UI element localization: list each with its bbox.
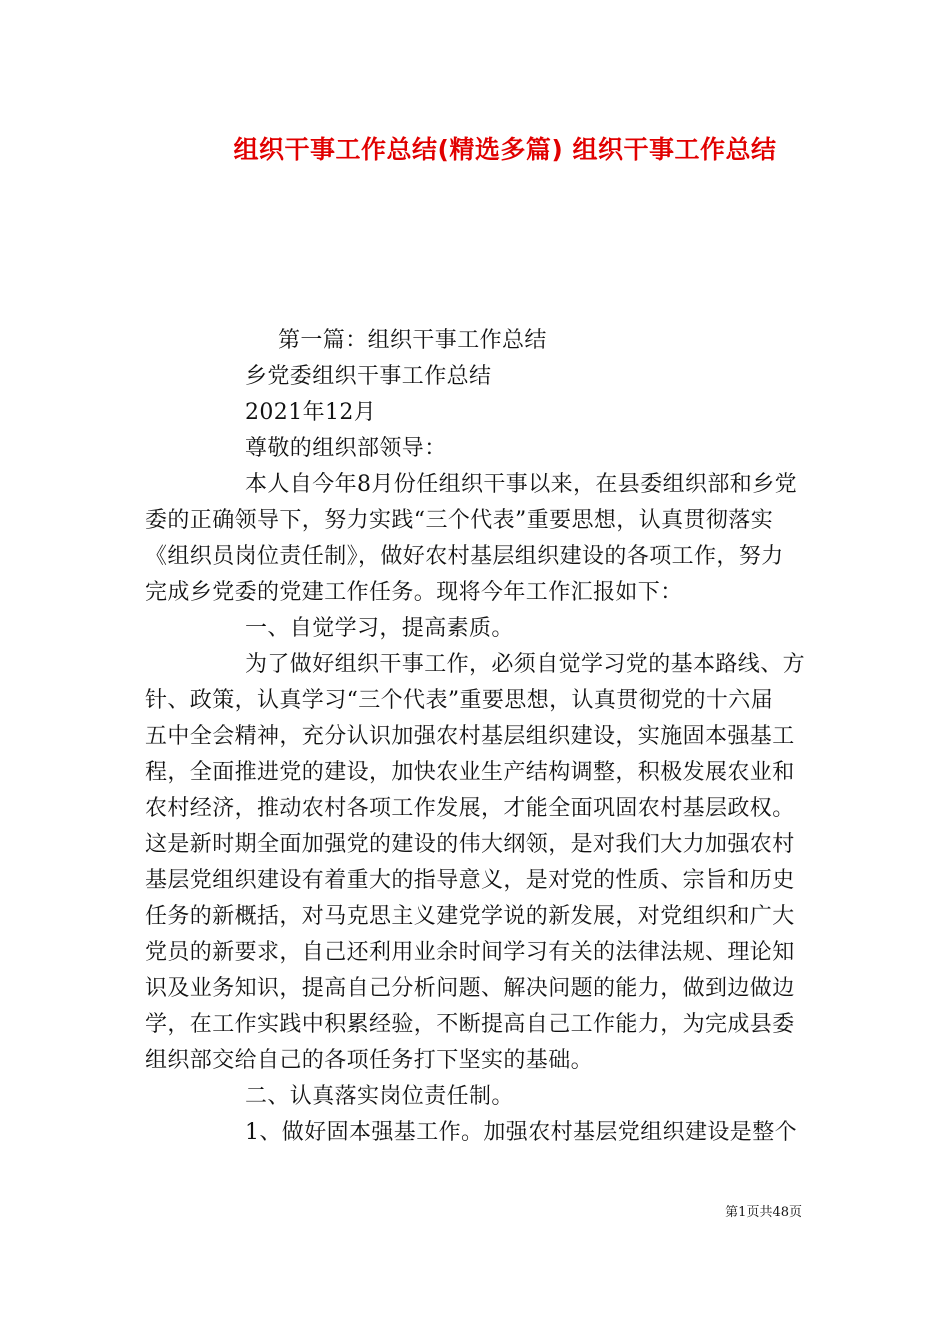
date-line: 2021年12月 — [245, 400, 377, 425]
paragraph-line: 完成乡党委的党建工作任务。现将今年工作汇报如下： — [145, 580, 683, 605]
paragraph-line: 组织部交给自己的各项任务打下坚实的基础。 — [145, 1048, 594, 1073]
salutation: 尊敬的组织部领导： — [245, 436, 447, 461]
paragraph-line: 针、政策，认真学习“三个代表”重要思想，认真贯彻党的十六届 — [145, 688, 774, 713]
paragraph-line: 这是新时期全面加强党的建设的伟大纲领，是对我们大力加强农村 — [145, 832, 795, 857]
paragraph-line: 党员的新要求，自己还利用业余时间学习有关的法律法规、理论知 — [145, 940, 795, 965]
page-number: 第1页共48页 — [725, 1205, 802, 1220]
paragraph-line: 基层党组织建设有着重大的指导意义，是对党的性质、宗旨和历史 — [145, 868, 795, 893]
paragraph-line: 《组织员岗位责任制》，做好农村基层组织建设的各项工作，努力 — [145, 544, 784, 569]
heading-1: 一、自觉学习，提高素质。 — [245, 616, 514, 641]
paragraph-line: 五中全会精神，充分认识加强农村基层组织建设，实施固本强基工 — [145, 724, 795, 749]
heading-2: 二、认真落实岗位责任制。 — [245, 1084, 514, 1109]
section-heading: 第一篇：组织干事工作总结 — [278, 328, 547, 353]
paragraph-line: 程，全面推进党的建设，加快农业生产结构调整，积极发展农业和 — [145, 760, 795, 785]
subtitle: 乡党委组织干事工作总结 — [245, 364, 492, 389]
paragraph-line: 1、做好固本强基工作。加强农村基层党组织建设是整个 — [245, 1120, 797, 1145]
paragraph-line: 识及业务知识，提高自己分析问题、解决问题的能力，做到边做边 — [145, 976, 795, 1001]
paragraph-line: 学，在工作实践中积累经验，不断提高自己工作能力，为完成县委 — [145, 1012, 795, 1037]
paragraph-line: 本人自今年8月份任组织干事以来，在县委组织部和乡党 — [245, 472, 797, 497]
paragraph-line: 任务的新概括，对马克思主义建党学说的新发展，对党组织和广大 — [145, 904, 795, 929]
paragraph-line: 委的正确领导下，努力实践“三个代表”重要思想，认真贯彻落实 — [145, 508, 774, 533]
document-title: 组织干事工作总结(精选多篇) 组织干事工作总结 — [233, 135, 777, 164]
paragraph-line: 农村经济，推动农村各项工作发展，才能全面巩固农村基层政权。 — [145, 796, 795, 821]
paragraph-line: 为了做好组织干事工作，必须自觉学习党的基本路线、方 — [245, 652, 806, 677]
